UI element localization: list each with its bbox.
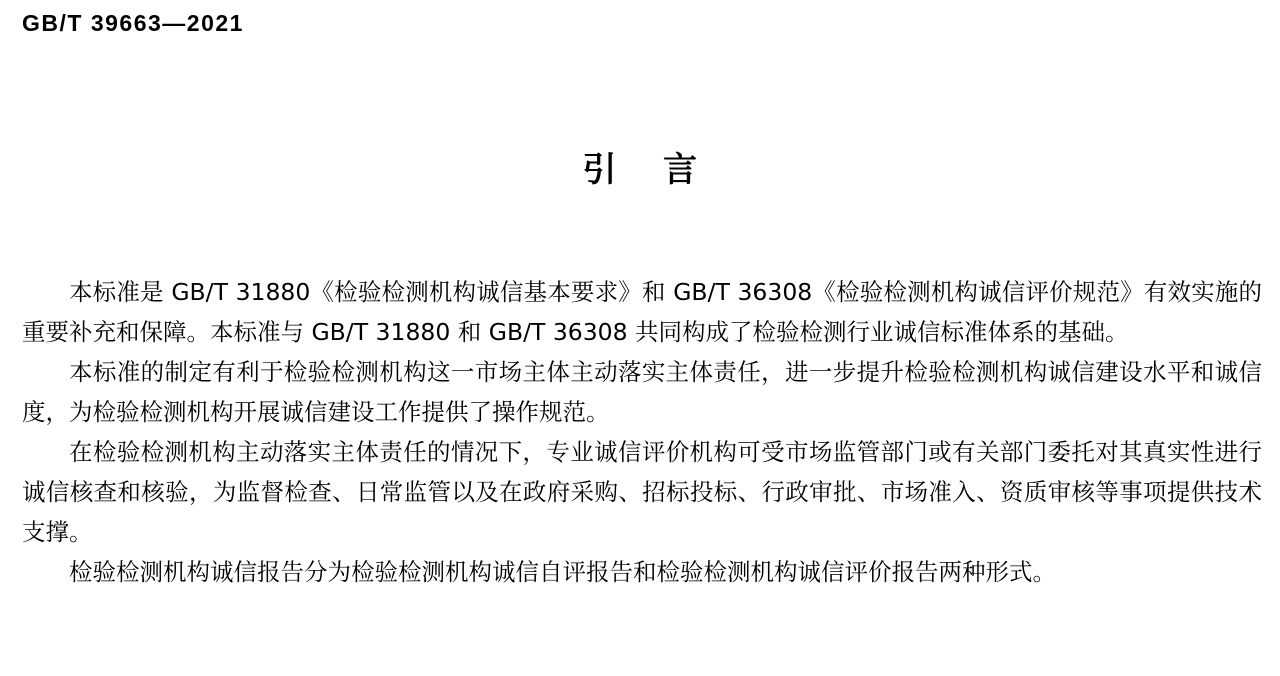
page-title [0,142,1280,191]
paragraph: 本标准的制定有利于检验检测机构这一市场主体主动落实主体责任，进一步提升检验检测机构诚信建设水平和诚信度，为检验检测机构开展诚信建设工作提供了操作规范。 [22,358,1262,426]
page-header-standard-number: GB/T 39663—2021 [22,10,244,36]
paragraph: 在检验检测机构主动落实主体责任的情况下，专业诚信评价机构可受市场监管部门或有关部门委托对其真实性进行诚信核查和核验，为监督检查、日常监管以及在政府采购、招标投标、行政审批、市场准入、资质审核等事项提供技术支撑。 [22,438,1262,546]
page-title-char-first: 引 [582,150,617,190]
paragraph: 本标准是 GB/T 31880《检验检测机构诚信基本要求》和 GB/T 36308《检验检测机构诚信评价规范》有效实施的重要补充和保障。本标准与 GB/T 31880 和 GB/T 36308 共同构成了检验检测行业诚信标准体系的基础。 [22,278,1262,346]
page-title-char-second: 言 [663,150,698,190]
foreword-body [22,272,1262,592]
paragraph: 检验检测机构诚信报告分为检验检测机构诚信自评报告和检验检测机构诚信评价报告两种形式。 [69,558,1056,586]
